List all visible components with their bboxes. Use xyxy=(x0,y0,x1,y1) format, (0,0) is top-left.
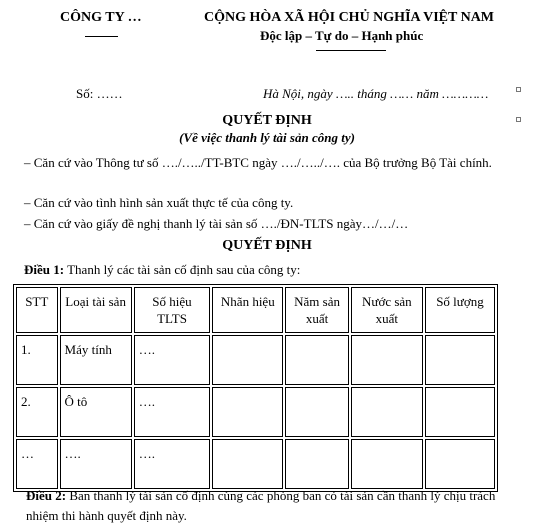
article-2 xyxy=(26,486,522,526)
article-2-text: Ban thanh lý tài sản cố định cùng các phòng ban có tài sản cần thanh lý chịu trách nhiệm thi hành quyết định này. xyxy=(26,488,496,523)
asset-table xyxy=(13,284,498,492)
basis-circular: – Căn cứ vào Thông tư số …./…../TT-BTC ngày …./…../…. của Bộ trưởng Bộ Tài chính. xyxy=(24,155,492,170)
cell-asset-type: Máy tính xyxy=(60,335,132,385)
national-title: CỘNG HÒA XÃ HỘI CHỦ NGHĨA VIỆT NAM xyxy=(204,10,495,25)
cell-asset-type: Ô tô xyxy=(60,387,132,437)
table-row xyxy=(16,387,495,437)
cell-asset-code: …. xyxy=(134,335,211,385)
header-stt: STT xyxy=(16,287,58,333)
cell-stt: 1. xyxy=(16,335,58,385)
cell-country xyxy=(351,387,423,437)
document-subtitle: (Về việc thanh lý tài sản công ty) xyxy=(179,130,355,145)
article-1-label: Điều 1: xyxy=(24,262,65,277)
cell-stt: 2. xyxy=(16,387,58,437)
cell-brand xyxy=(212,387,283,437)
cell-stt: … xyxy=(16,439,58,489)
header-quantity: Số lượng xyxy=(425,287,495,333)
decision-heading: QUYẾT ĐỊNH xyxy=(222,238,312,253)
cell-brand xyxy=(212,439,283,489)
document-title: QUYẾT ĐỊNH xyxy=(222,113,312,128)
cell-quantity xyxy=(425,439,495,489)
cell-brand xyxy=(212,335,283,385)
header-country: Nước sản xuất xyxy=(351,287,423,333)
table-row xyxy=(16,439,495,489)
article-1-text: Thanh lý các tài sản cố định sau của công ty: xyxy=(64,262,301,277)
article-2-label: Điều 2: xyxy=(26,488,67,503)
header-brand: Nhãn hiệu xyxy=(212,287,283,333)
text-box-anchor-marker xyxy=(516,87,521,92)
cell-asset-code: …. xyxy=(134,387,211,437)
table-row xyxy=(16,335,495,385)
header-year: Năm sản xuất xyxy=(285,287,348,333)
header-asset-type: Loại tài sản xyxy=(60,287,132,333)
place-date: Hà Nội, ngày ….. tháng …… năm ………… xyxy=(263,86,489,101)
cell-year xyxy=(285,387,348,437)
cell-asset-code: …. xyxy=(134,439,211,489)
cell-asset-type: …. xyxy=(60,439,132,489)
cell-year xyxy=(285,439,348,489)
header-asset-code: Số hiệu TLTS xyxy=(134,287,211,333)
national-motto: Độc lập – Tự do – Hạnh phúc xyxy=(260,28,424,43)
article-1 xyxy=(24,262,300,278)
cell-country xyxy=(351,335,423,385)
cell-country xyxy=(351,439,423,489)
cell-quantity xyxy=(425,387,495,437)
company-underline xyxy=(85,36,118,37)
motto-underline xyxy=(316,50,386,51)
document-number: Số: …… xyxy=(76,86,123,101)
cell-year xyxy=(285,335,348,385)
table-header-row xyxy=(16,287,495,333)
basis-production: – Căn cứ vào tình hình sản xuất thực tế của công ty. xyxy=(24,195,294,210)
basis-request: – Căn cứ vào giấy đề nghị thanh lý tài sản số …./ĐN-TLTS ngày…/…/… xyxy=(24,216,409,231)
cell-quantity xyxy=(425,335,495,385)
company-name: CÔNG TY … xyxy=(60,10,142,25)
